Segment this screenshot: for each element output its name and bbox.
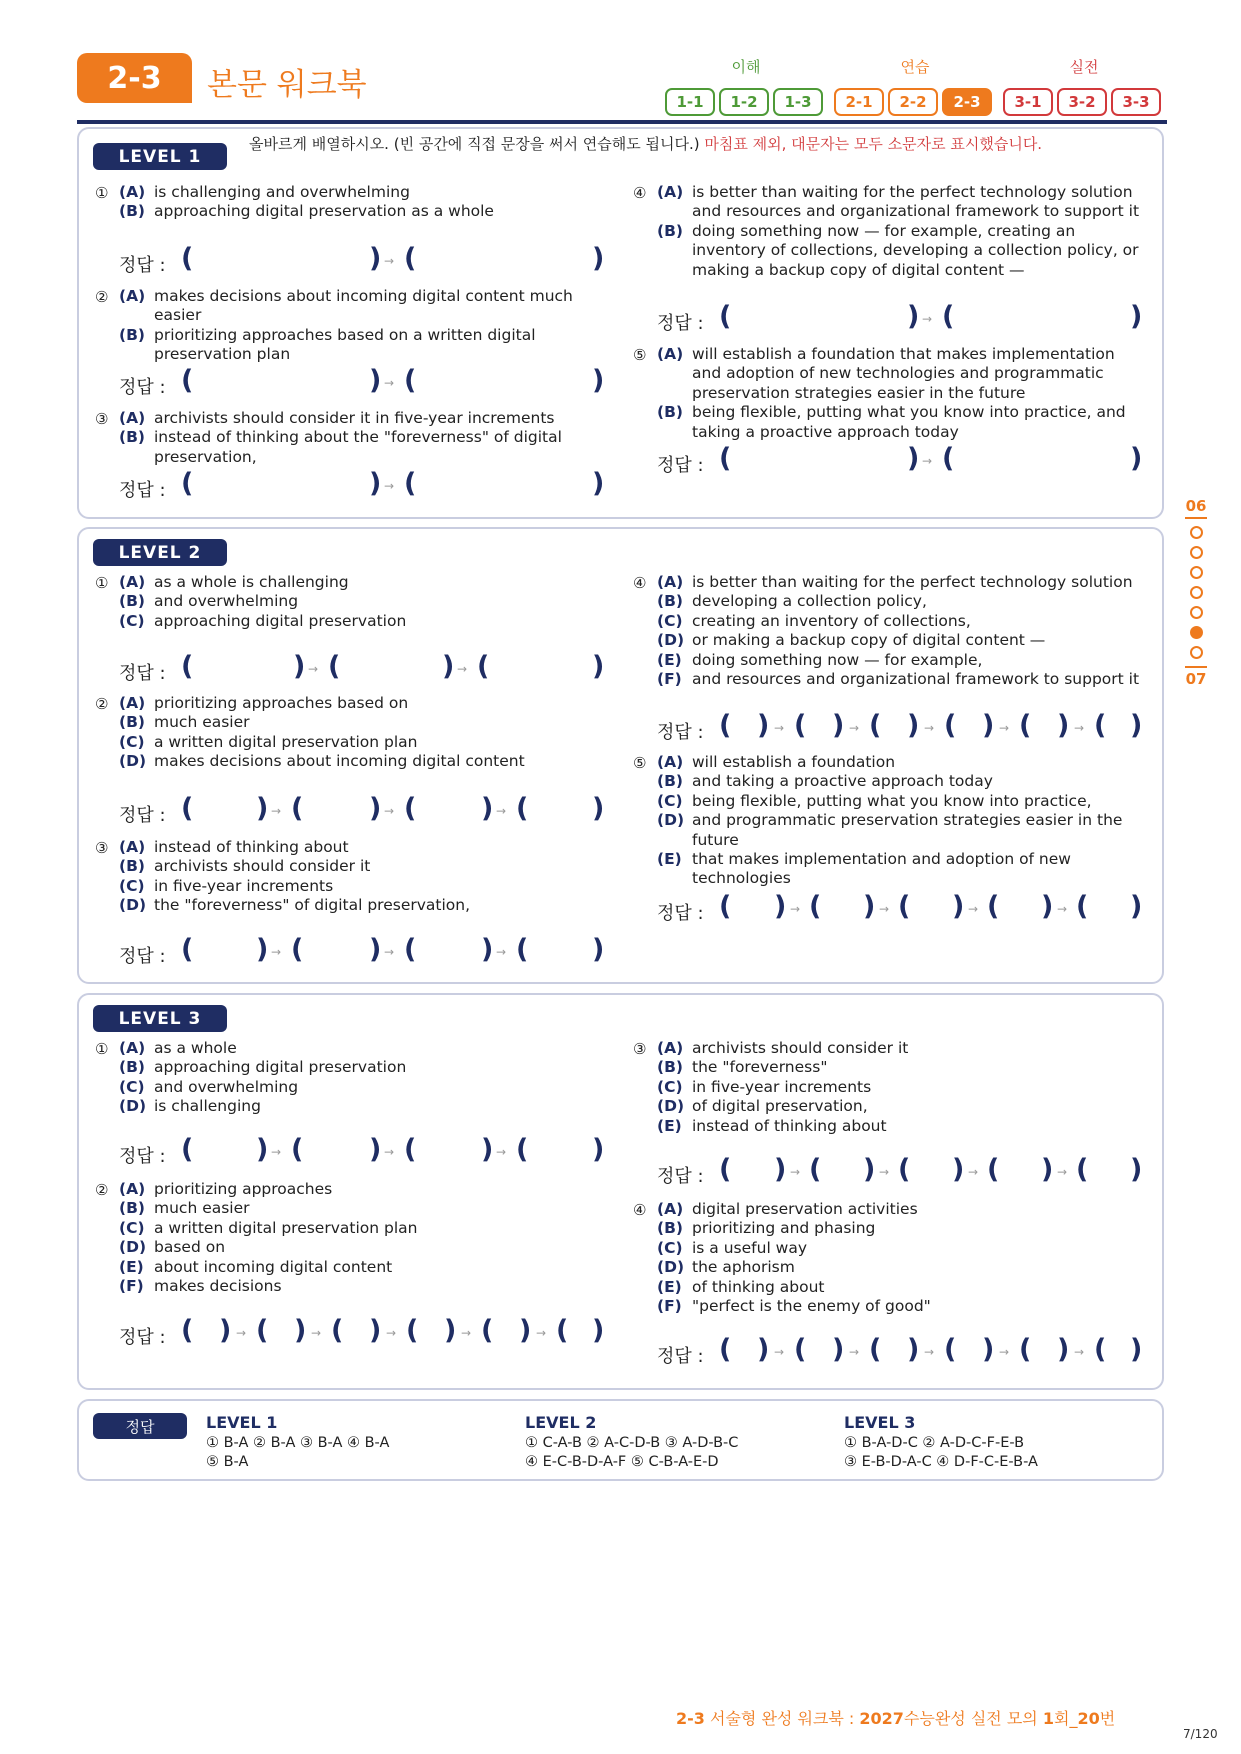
item-text: that makes implementation and adoption of new technologies (692, 850, 1071, 888)
progress-dot-icon[interactable] (1190, 526, 1203, 539)
item-text: as a whole is challenging (154, 573, 349, 591)
question-number: ② (95, 1181, 109, 1199)
item-text: is better than waiting for the perfect technology solution (692, 573, 1133, 591)
item-text: is challenging (154, 1097, 261, 1116)
item-text: and overwhelming (154, 592, 299, 611)
item-text: "perfect is the enemy of good" (692, 1297, 931, 1316)
item-text: of digital preservation, (692, 1097, 868, 1116)
arrow-icon: → (999, 1345, 1010, 1359)
item-text: digital preservation activities (692, 1200, 918, 1218)
question-number: ① (95, 184, 109, 202)
question: ② (A) prioritizing approaches based on (B) much easier (C) a written digital preservation plan (D) makes decisions about incoming digital content (95, 694, 525, 771)
question: ① (A) as a whole (B) approaching digital preservation (C) and overwhelming (D) is challenging (95, 1039, 407, 1116)
arrow-icon: → (271, 1145, 282, 1159)
answer-row: 정답 : ( ) → ( ) → ( ) → ( ) → ( ) (657, 1154, 1143, 1187)
question-number: ① (95, 574, 109, 592)
question: ④ (A) is better than waiting for the perfect technology solution (B) developing a collection policy, (C) creating an inventory of collections, (D) or making a backup copy of digital content — (E) doing something now — for example, (F) and resources and organizational framework to support it (633, 573, 1140, 689)
item-text: or making a backup copy of digital content — (692, 631, 1046, 650)
item-text: is better than waiting for the perfect technology solution and resources and organizational framework to support it (692, 183, 1140, 221)
item-text: of thinking about (692, 1277, 825, 1296)
answer-row: 정답 : ( ) → ( ) (119, 468, 605, 501)
item-text: much easier (154, 1199, 250, 1218)
progress-dot-icon[interactable] (1190, 546, 1203, 559)
level-tag: LEVEL 1 (93, 143, 227, 170)
answer-row: 정답 : ( ) → ( ) (119, 365, 605, 398)
question: ⑤ (A) will establish a foundation (B) and taking a proactive approach today (C) being flexible, putting what you know into practice, (D) and programmatic preservation strategies easier in the future (E) that makes implementation and adoption of new technologies (633, 753, 1123, 888)
level3-panel (77, 993, 1164, 1390)
section-badge: 2-3 (77, 53, 192, 103)
question-number: ② (95, 695, 109, 713)
answer-level-title: LEVEL 2 (525, 1413, 597, 1432)
item-text: much easier (154, 713, 250, 732)
item-text: prioritizing and phasing (692, 1219, 876, 1238)
side-progress-start: 06 (1185, 497, 1207, 515)
arrow-icon: → (271, 804, 282, 818)
arrow-icon: → (496, 804, 507, 818)
answer-level2 (525, 1413, 738, 1472)
question-number: ④ (633, 574, 647, 592)
answer-row: 정답 : ( ) → ( ) → ( ) → ( ) → ( ) (657, 891, 1143, 924)
question: ③ (A) archivists should consider it (B) the "foreverness" (C) in five-year increments (D) of digital preservation, (E) instead of thinking about (633, 1039, 909, 1135)
item-text: archivists should consider it (154, 857, 371, 876)
instruction-text: 올바르게 배열하시오. (빈 공간에 직접 문장을 써서 연습해도 됩니다.) (249, 135, 700, 153)
answer-prefix: 정답 : (119, 805, 166, 826)
answer-level3 (844, 1413, 1038, 1472)
item-text: based on (154, 1238, 226, 1257)
header-divider (77, 120, 1167, 124)
question: ④ (A) digital preservation activities (B) prioritizing and phasing (C) is a useful way (D) the aphorism (E) of thinking about (F) "perfect is the enemy of good" (633, 1200, 931, 1316)
arrow-icon: → (384, 804, 395, 818)
item-text: prioritizing approaches (154, 1180, 333, 1198)
question: ⑤ (A) will establish a foundation that makes implementation and adoption of new technologies and programmatic preservation strategies easier in the future (B) being flexible, putting what you know into practice, and taking a proactive approach today (633, 345, 1126, 441)
item-text: will establish a foundation that makes implementation and adoption of new technologies and programmatic preservation strategies easier in the future (692, 345, 1115, 402)
arrow-icon: → (496, 1145, 507, 1159)
level-tag: LEVEL 3 (93, 1005, 227, 1032)
question-number: ③ (633, 1040, 647, 1058)
item-text: being flexible, putting what you know into practice, and taking a proactive approach today (692, 403, 1126, 441)
step-group-label: 연습 (900, 58, 930, 76)
arrow-icon: → (1074, 1345, 1085, 1359)
step-2-1[interactable]: 2-1 (834, 88, 884, 116)
arrow-icon: → (311, 1326, 322, 1340)
item-text: doing something now — for example, creating an inventory of collections, developing a collection policy, or making a backup copy of digital content — (692, 221, 1139, 279)
arrow-icon: → (849, 1345, 860, 1359)
arrow-icon: → (236, 1326, 247, 1340)
answer-prefix: 정답 : (657, 1346, 704, 1367)
step-1-3[interactable]: 1-3 (773, 88, 823, 116)
arrow-icon: → (271, 945, 282, 959)
page-number: 7/120 (1183, 1727, 1218, 1741)
arrow-icon: → (457, 662, 468, 676)
step-2-3[interactable]: 2-3 (942, 88, 992, 116)
item-text: approaching digital preservation (154, 1058, 407, 1077)
question: ② (A) makes decisions about incoming digital content much easier (B) prioritizing approaches based on a written digital preservation plan (95, 287, 573, 364)
answer-level1 (206, 1413, 389, 1472)
answer-line: ① B-A ② B-A ③ B-A ④ B-A (206, 1435, 390, 1451)
answer-prefix: 정답 : (119, 255, 166, 276)
arrow-icon: → (774, 1345, 785, 1359)
question-number: ② (95, 288, 109, 306)
arrow-icon: → (924, 721, 935, 735)
arrow-icon: → (1074, 721, 1085, 735)
step-1-1[interactable]: 1-1 (665, 88, 715, 116)
step-2-2[interactable]: 2-2 (888, 88, 938, 116)
answer-prefix: 정답 : (657, 455, 704, 476)
item-text: makes decisions (154, 1277, 282, 1296)
answer-prefix: 정답 : (119, 377, 166, 398)
item-text: and resources and organizational framework to support it (692, 670, 1140, 689)
question: ② (A) prioritizing approaches (B) much easier (C) a written digital preservation plan (D) based on (E) about incoming digital content (F) makes decisions (95, 1180, 418, 1296)
question: ③ (A) archivists should consider it in five-year increments (B) instead of thinking about the "foreverness" of digital preservation, (95, 409, 562, 466)
arrow-icon: → (849, 721, 860, 735)
answer-row: 정답 : ( ) → ( ) → ( ) → ( ) (119, 934, 605, 967)
arrow-icon: → (308, 662, 319, 676)
answer-row: 정답 : ( ) → ( ) → ( ) → ( ) → ( ) → ( ) (657, 710, 1143, 743)
answer-row: 정답 : ( ) → ( ) → ( ) (119, 651, 605, 684)
question-number: ④ (633, 1201, 647, 1219)
arrow-icon: → (922, 312, 933, 326)
item-text: developing a collection policy, (692, 592, 927, 611)
item-text: creating an inventory of collections, (692, 611, 971, 630)
step-group-label: 실전 (1069, 58, 1099, 76)
item-text: in five-year increments (154, 876, 334, 895)
answer-level-title: LEVEL 3 (844, 1413, 916, 1432)
item-text: the "foreverness" (692, 1058, 828, 1077)
question: ③ (A) instead of thinking about (B) archivists should consider it (C) in five-year increments (D) the "foreverness" of digital preservation, (95, 838, 471, 915)
step-3-2[interactable]: 3-2 (1057, 88, 1107, 116)
arrow-icon: → (461, 1326, 472, 1340)
question-number: ⑤ (633, 754, 647, 772)
answer-prefix: 정답 : (119, 1146, 166, 1167)
item-text: is a useful way (692, 1238, 808, 1257)
answer-prefix: 정답 : (657, 903, 704, 924)
answer-prefix: 정답 : (657, 1166, 704, 1187)
arrow-icon: → (879, 902, 890, 916)
level-tag: LEVEL 2 (93, 539, 227, 566)
item-text: archivists should consider it in five-year increments (154, 409, 555, 427)
answer-prefix: 정답 : (119, 1327, 166, 1348)
question-number: ⑤ (633, 346, 647, 364)
item-text: doing something now — for example, (692, 650, 983, 669)
answer-prefix: 정답 : (119, 946, 166, 967)
item-text: a written digital preservation plan (154, 1218, 418, 1237)
item-text: the aphorism (692, 1258, 795, 1277)
item-text: approaching digital preservation (154, 611, 407, 630)
answer-prefix: 정답 : (657, 313, 704, 334)
arrow-icon: → (536, 1326, 547, 1340)
arrow-icon: → (774, 721, 785, 735)
progress-dot-icon[interactable] (1190, 646, 1203, 659)
arrow-icon: → (922, 454, 933, 468)
item-text: instead of thinking about the "foreverness" of digital preservation, (154, 428, 562, 466)
answer-row: 정답 : ( ) → ( ) → ( ) → ( ) (119, 793, 605, 826)
page-title: 본문 워크북 (207, 67, 367, 103)
arrow-icon: → (999, 721, 1010, 735)
instruction-note: 마침표 제외, 대문자는 모두 소문자로 표시했습니다. (704, 135, 1043, 153)
item-text: makes decisions about incoming digital content much easier (154, 287, 573, 325)
item-text: instead of thinking about (154, 838, 349, 856)
arrow-icon: → (924, 1345, 935, 1359)
item-text: is challenging and overwhelming (154, 183, 410, 201)
item-text: will establish a foundation (692, 753, 896, 771)
question-number: ③ (95, 839, 109, 857)
level1-panel (77, 127, 1164, 519)
item-text: prioritizing approaches based on a written digital preservation plan (154, 325, 536, 364)
progress-dot-icon[interactable] (1190, 586, 1203, 599)
step-group-label: 이해 (731, 58, 761, 76)
progress-dot-icon[interactable] (1190, 566, 1203, 579)
item-text: archivists should consider it (692, 1039, 909, 1057)
item-text: makes decisions about incoming digital content (154, 752, 525, 771)
arrow-icon: → (790, 1165, 801, 1179)
question-number: ① (95, 1040, 109, 1058)
answer-line: ① B-A-D-C ② A-D-C-F-E-B (844, 1435, 1025, 1451)
arrow-icon: → (384, 254, 395, 268)
item-text: as a whole (154, 1039, 237, 1057)
progress-dot-icon[interactable] (1190, 606, 1203, 619)
item-text: approaching digital preservation as a whole (154, 202, 494, 221)
item-text: the "foreverness" of digital preservation, (154, 896, 471, 915)
side-progress (1182, 497, 1210, 688)
question: ① (A) as a whole is challenging (B) and overwhelming (C) approaching digital preservation (95, 573, 407, 630)
arrow-icon: → (968, 1165, 979, 1179)
item-text: and taking a proactive approach today (692, 772, 993, 791)
answer-line: ① C-A-B ② A-C-D-B ③ A-D-B-C (525, 1435, 739, 1451)
instruction (249, 135, 1149, 154)
item-text: a written digital preservation plan (154, 732, 418, 751)
answer-row: 정답 : ( ) → ( ) → ( ) → ( ) → ( ) → ( ) (657, 1334, 1143, 1367)
step-3-3[interactable]: 3-3 (1111, 88, 1161, 116)
answer-row: 정답 : ( ) → ( ) (657, 301, 1143, 334)
item-text: about incoming digital content (154, 1257, 393, 1276)
answer-prefix: 정답 : (119, 663, 166, 684)
question-number: ③ (95, 410, 109, 428)
arrow-icon: → (879, 1165, 890, 1179)
arrow-icon: → (968, 902, 979, 916)
answer-key-panel (77, 1399, 1164, 1481)
answer-key-tag: 정답 (93, 1413, 187, 1439)
side-progress-end: 07 (1185, 670, 1207, 688)
arrow-icon: → (384, 479, 395, 493)
item-text: in five-year increments (692, 1077, 872, 1096)
step-3-1[interactable]: 3-1 (1003, 88, 1053, 116)
answer-row: 정답 : ( ) → ( ) (657, 443, 1143, 476)
item-text: and overwhelming (154, 1077, 299, 1096)
answer-prefix: 정답 : (657, 722, 704, 743)
answer-line: ④ E-C-B-D-A-F ⑤ C-B-A-E-D (525, 1454, 719, 1470)
item-text: prioritizing approaches based on (154, 694, 409, 712)
answer-line: ⑤ B-A (206, 1454, 249, 1470)
question-number: ④ (633, 184, 647, 202)
footer: 2-3 서술형 완성 워크북 : 2027수능완성 실전 모의 1회_20번 (676, 1709, 1116, 1728)
answer-row: 정답 : ( ) → ( ) → ( ) → ( ) (119, 1134, 605, 1167)
item-text: and programmatic preservation strategies easier in the future (692, 811, 1123, 849)
arrow-icon: → (1057, 902, 1068, 916)
progress-dot-current-icon[interactable] (1190, 626, 1203, 639)
arrow-icon: → (384, 1145, 395, 1159)
answer-prefix: 정답 : (119, 480, 166, 501)
question: ① (A) is challenging and overwhelming (B) approaching digital preservation as a whole (95, 183, 494, 221)
question: ④ (A) is better than waiting for the perfect technology solution and resources and organizational framework to support it (B) doing something now — for example, creating an inventory of collections, developing a collection policy, or making a backup copy of digital content — (633, 183, 1140, 279)
item-text: being flexible, putting what you know into practice, (692, 791, 1092, 810)
arrow-icon: → (496, 945, 507, 959)
answer-line: ③ E-B-D-A-C ④ D-F-C-E-B-A (844, 1454, 1038, 1470)
arrow-icon: → (790, 902, 801, 916)
step-1-2[interactable]: 1-2 (719, 88, 769, 116)
level2-panel (77, 527, 1164, 984)
arrow-icon: → (384, 376, 395, 390)
arrow-icon: → (384, 945, 395, 959)
arrow-icon: → (1057, 1165, 1068, 1179)
answer-row: 정답 : ( ) → ( ) → ( ) → ( ) → ( ) → ( ) (119, 1315, 605, 1348)
arrow-icon: → (386, 1326, 397, 1340)
answer-level-title: LEVEL 1 (206, 1413, 278, 1432)
answer-row: 정답 : ( ) → ( ) (119, 243, 605, 276)
item-text: instead of thinking about (692, 1116, 887, 1135)
